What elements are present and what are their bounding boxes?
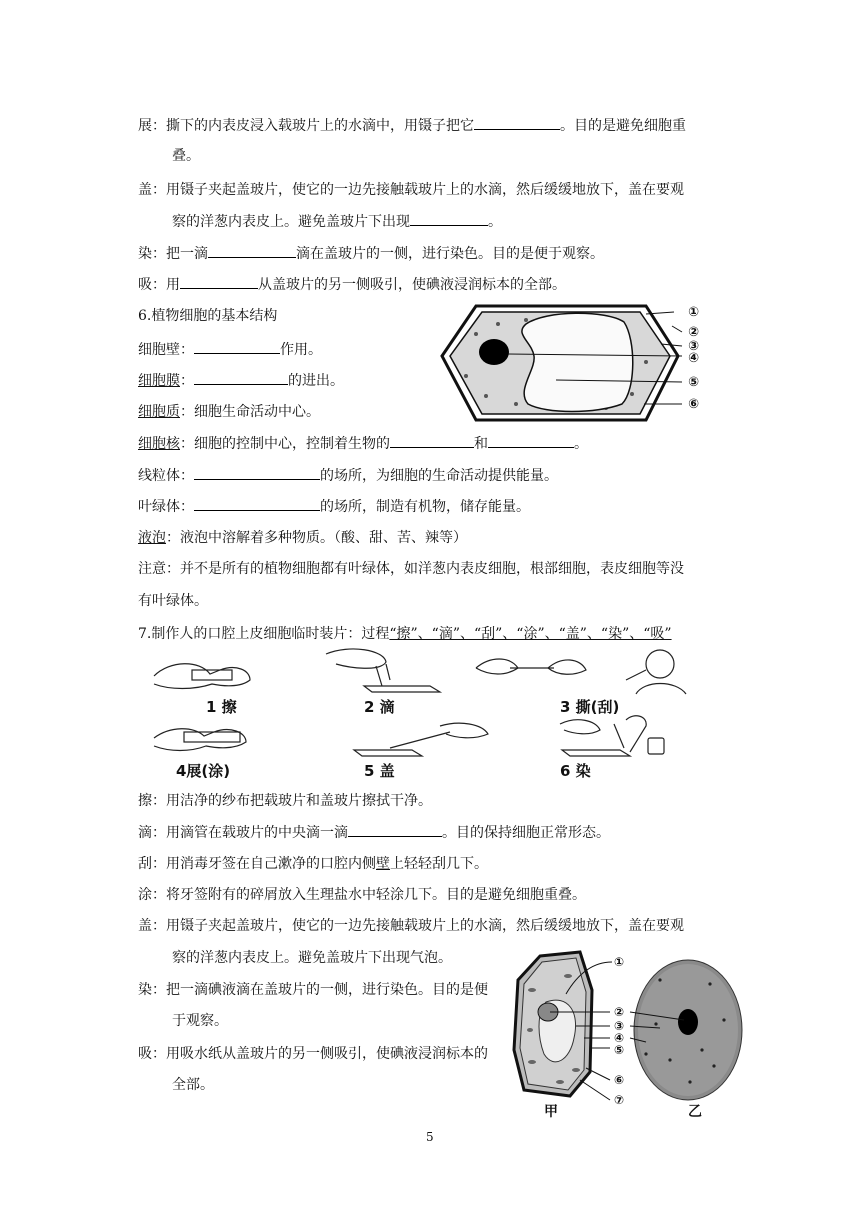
section-7-heading: 7.制作人的口腔上皮细胞临时装片：过程“擦”、“滴”、“刮”、“涂”、“盖”、“染”、“吸” (138, 626, 672, 642)
label-1: ① (688, 305, 700, 320)
text-chloroplast: 叶绿体： 的场所，制造有机物，储存能量。 (138, 496, 530, 517)
blank[interactable] (194, 339, 280, 354)
blank[interactable] (208, 243, 296, 258)
text-ran1: 染：把一滴 滴在盖玻片的一侧，进行染色。目的是便于观察。 (138, 243, 604, 264)
cell-comparison-diagram (510, 950, 746, 1122)
text-gua: 刮：用消毒牙签在自己漱净的口腔内侧壁上轻轻刮几下。 (138, 856, 488, 872)
text-gai1: 盖：用镊子夹起盖玻片，使它的一边先接触载玻片上的水滴，然后缓缓地放下，盖在要观 (138, 182, 684, 198)
label-4: ④ (688, 351, 700, 366)
text-gai2: 盖：用镊子夹起盖玻片，使它的一边先接触载玻片上的水滴，然后缓缓地放下，盖在要观 (138, 918, 684, 934)
cell-label-6: ⑥ (614, 1073, 625, 1087)
text-zhan: 展：撕下的内表皮浸入载玻片上的水滴中，用镊子把它 。目的是避免细胞重 (138, 115, 686, 136)
text-wall: 细胞壁： 作用。 (138, 339, 322, 360)
label-2: ② (688, 325, 700, 340)
text-ran2: 染：把一滴碘液滴在盖玻片的一侧，进行染色。目的是便 (138, 982, 488, 998)
page-number: 5 (426, 1130, 434, 1144)
text-nucleus: 细胞核：细胞的控制中心，控制着生物的 和 。 (138, 433, 588, 454)
cell-label-3: ③ (614, 1019, 625, 1033)
blank[interactable] (410, 211, 488, 226)
text-xi2: 吸：用吸水纸从盖玻片的另一侧吸引，使碘液浸润标本的 (138, 1046, 488, 1062)
blank[interactable] (194, 496, 320, 511)
step-3-caption: 3 撕(刮) (560, 698, 620, 716)
text-note-cont: 有叶绿体。 (138, 593, 208, 609)
text-gai1-cont: 察的洋葱内表皮上。避免盖玻片下出现 。 (172, 211, 502, 232)
cell-label-5: ⑤ (614, 1043, 625, 1057)
cell-label-7: ⑦ (614, 1093, 625, 1107)
blank[interactable] (474, 115, 560, 130)
step-2-caption: 2 滴 (364, 698, 395, 716)
text-cytoplasm: 细胞质：细胞生命活动中心。 (138, 404, 320, 420)
blank[interactable] (180, 274, 258, 289)
label-3: ③ (688, 339, 700, 354)
text-zhan-cont: 叠。 (172, 148, 200, 164)
text-membrane: 细胞膜： 的进出。 (138, 370, 344, 391)
step-5-caption: 5 盖 (364, 762, 395, 780)
blank[interactable] (390, 433, 474, 448)
blank[interactable] (488, 433, 574, 448)
caption-jia: 甲 (544, 1104, 558, 1120)
text-tu: 涂：将牙签附有的碎屑放入生理盐水中轻涂几下。目的是避免细胞重叠。 (138, 887, 586, 903)
label-6: ⑥ (688, 397, 700, 412)
plant-cell-diagram (436, 300, 736, 426)
step-1-caption: 1 擦 (206, 698, 237, 716)
text-gai2-cont: 察的洋葱内表皮上。避免盖玻片下出现气泡。 (172, 950, 452, 966)
step-6-caption: 6 染 (560, 762, 591, 780)
text-di: 滴：用滴管在载玻片的中央滴一滴 。目的保持细胞正常形态。 (138, 822, 610, 843)
blank[interactable] (194, 465, 320, 480)
text-note: 注意：并不是所有的植物细胞都有叶绿体，如洋葱内表皮细胞，根部细胞，表皮细胞等没 (138, 561, 684, 577)
blank[interactable] (194, 370, 288, 385)
section-6-heading: 6.植物细胞的基本结构 (138, 308, 278, 324)
text-ran2-cont: 于观察。 (172, 1013, 228, 1029)
text-xi2-cont: 全部。 (172, 1077, 214, 1093)
text-mitochondria: 线粒体： 的场所，为细胞的生命活动提供能量。 (138, 465, 558, 486)
caption-yi: 乙 (688, 1104, 702, 1120)
text-xi1: 吸：用 从盖玻片的另一侧吸引，使碘液浸润标本的全部。 (138, 274, 566, 295)
blank[interactable] (348, 822, 442, 837)
cell-label-2: ② (614, 1005, 625, 1019)
step-4-caption: 4展(涂) (176, 762, 231, 780)
text-ca: 擦：用洁净的纱布把载玻片和盖玻片擦拭干净。 (138, 793, 432, 809)
cell-label-1: ① (614, 955, 625, 969)
text-vacuole: 液泡：液泡中溶解着多种物质。（酸、甜、苦、辣等） (138, 530, 467, 546)
label-5: ⑤ (688, 375, 700, 390)
cell-label-4: ④ (614, 1031, 625, 1045)
steps-illustration (150, 646, 710, 782)
